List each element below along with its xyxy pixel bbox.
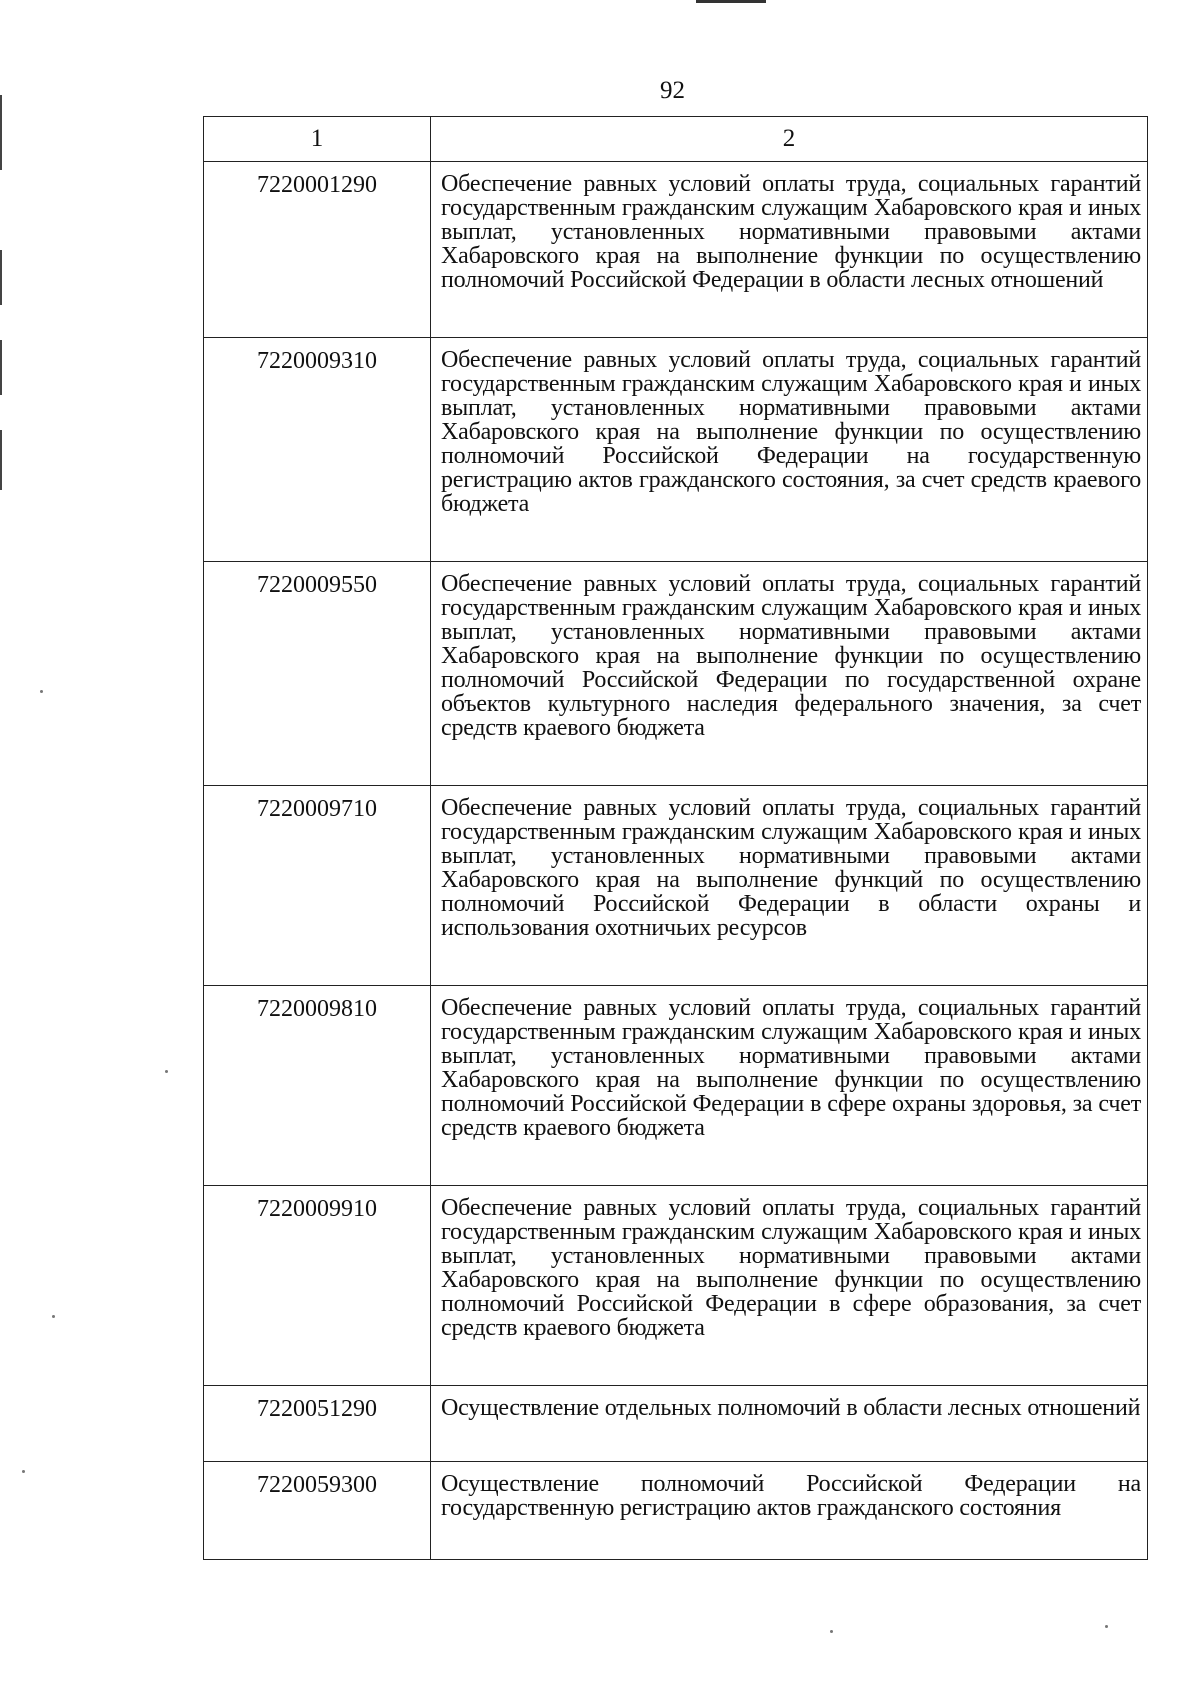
row-description: Обеспечение равных условий оплаты труда, социальных гарантий государственным гражданским служащим Хабаровского края и иных выплат, установленных нормативными правовыми актами Хабаровского края на выполнение функции по осуществлению полномочий Российской Федерации на государственную регистрацию актов гражданского состояния, за счет средств краевого бюджета [431,338,1148,562]
row-code: 7220009310 [204,338,431,562]
row-description: Осуществление отдельных полномочий в области лесных отношений [431,1386,1148,1462]
page-number: 92 [660,77,685,104]
row-code: 7220009550 [204,562,431,786]
left-scan-edge [0,95,2,170]
scan-speck [40,690,43,693]
row-code: 7220059300 [204,1462,431,1560]
column-header-code: 1 [204,117,431,162]
row-description: Обеспечение равных условий оплаты труда, социальных гарантий государственным гражданским служащим Хабаровского края и иных выплат, установленных нормативными правовыми актами Хабаровского края на выполнение функции по осуществлению полномочий Российской Федерации по государственной охране объектов культурного наследия федерального значения, за счет средств краевого бюджета [431,562,1148,786]
table-row [204,986,1148,1186]
column-header-description: 2 [431,117,1148,162]
row-code: 7220009810 [204,986,431,1186]
table-header-row [204,117,1148,162]
row-code: 7220009710 [204,786,431,986]
row-code: 7220051290 [204,1386,431,1462]
code-description-table [203,116,1148,1560]
table-row [204,338,1148,562]
scan-speck [22,1470,25,1473]
row-description: Обеспечение равных условий оплаты труда, социальных гарантий государственным гражданским служащим Хабаровского края и иных выплат, установленных нормативными правовыми актами Хабаровского края на выполнение функции по осуществлению полномочий Российской Федерации в области лесных отношений [431,162,1148,338]
scan-speck [165,1070,168,1073]
row-code: 7220009910 [204,1186,431,1386]
row-code: 7220001290 [204,162,431,338]
scan-speck [52,1315,55,1318]
row-description: Осуществление полномочий Российской Федерации на государственную регистрацию актов гражданского состояния [431,1462,1148,1560]
table-row [204,1462,1148,1560]
row-description: Обеспечение равных условий оплаты труда, социальных гарантий государственным гражданским служащим Хабаровского края и иных выплат, установленных нормативными правовыми актами Хабаровского края на выполнение функций по осуществлению полномочий Российской Федерации в области охраны и использования охотничьих ресурсов [431,786,1148,986]
top-scan-mark [696,0,766,3]
left-scan-edge [0,430,2,490]
table-row [204,1386,1148,1462]
left-scan-edge [0,250,2,305]
scan-speck [830,1630,833,1633]
table-row [204,562,1148,786]
left-scan-edge [0,340,2,395]
table-row [204,1186,1148,1386]
scan-speck [1105,1625,1108,1628]
row-description: Обеспечение равных условий оплаты труда, социальных гарантий государственным гражданским служащим Хабаровского края и иных выплат, установленных нормативными правовыми актами Хабаровского края на выполнение функции по осуществлению полномочий Российской Федерации в сфере охраны здоровья, за счет средств краевого бюджета [431,986,1148,1186]
table-row [204,162,1148,338]
table-row [204,786,1148,986]
row-description: Обеспечение равных условий оплаты труда, социальных гарантий государственным гражданским служащим Хабаровского края и иных выплат, установленных нормативными правовыми актами Хабаровского края на выполнение функции по осуществлению полномочий Российской Федерации в сфере образования, за счет средств краевого бюджета [431,1186,1148,1386]
